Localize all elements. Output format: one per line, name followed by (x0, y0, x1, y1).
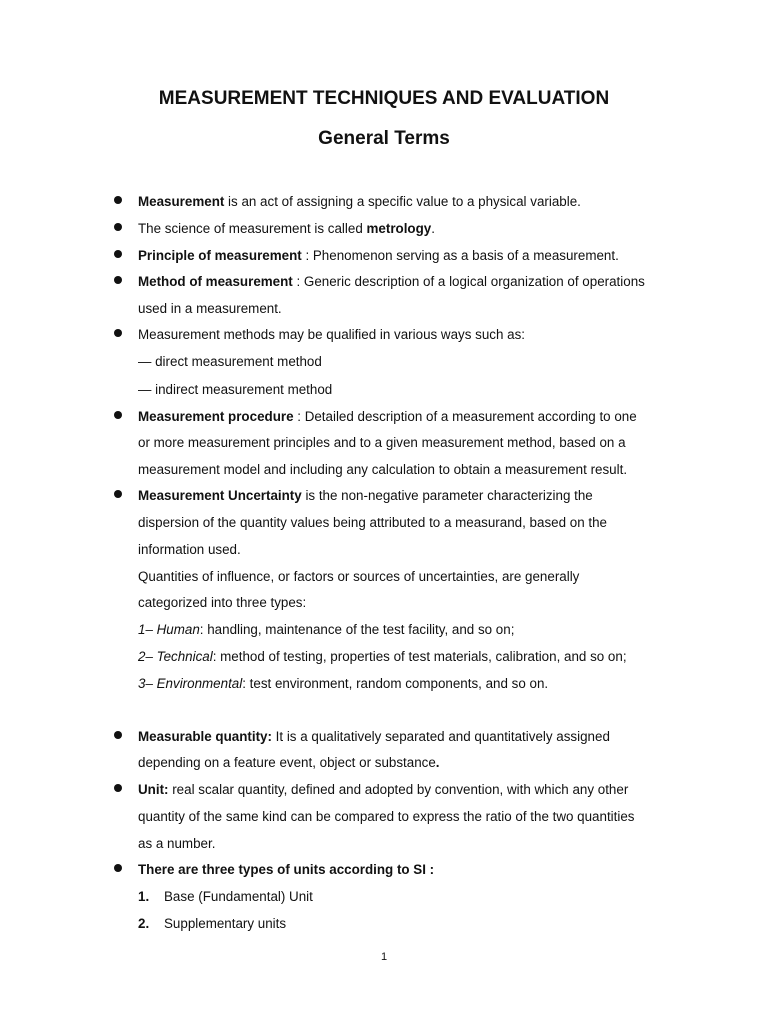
term-measurement: Measurement (138, 194, 225, 209)
punctuation: . (431, 221, 435, 236)
bullet-icon (114, 864, 122, 872)
uncertainty-type-human (138, 621, 514, 639)
bullet-icon (114, 196, 122, 204)
paragraph-line: categorized into three types: (138, 595, 307, 610)
type-label: 1– Human (138, 622, 200, 637)
numbered-item-supplementary-units: Supplementary units (164, 916, 287, 931)
bullet-icon (114, 490, 122, 498)
bullet-icon (114, 223, 122, 231)
list-item-measurable-quantity (138, 728, 610, 746)
continuation-line (138, 754, 440, 772)
page-number: 1 (380, 951, 388, 963)
sub-item-indirect: — indirect measurement method (138, 382, 333, 397)
list-item-uncertainty (138, 487, 593, 505)
list-item-principle (138, 247, 619, 265)
term-unit: Unit: (138, 782, 169, 797)
bullet-icon (114, 250, 122, 258)
continuation-line: dispersion of the quantity values being attributed to a measurand, based on the (138, 515, 607, 530)
continuation-line: used in a measurement. (138, 301, 282, 316)
continuation-line: or more measurement principles and to a given measurement method, based on a (138, 435, 626, 450)
paragraph-line: Quantities of influence, or factors or sources of uncertainties, are generally (138, 569, 580, 584)
numbered-item-base-unit: Base (Fundamental) Unit (164, 889, 313, 904)
list-item-measurement (138, 193, 581, 211)
bullet-icon (114, 411, 122, 419)
definition-text: is the non-negative parameter characterizing the (301, 488, 593, 503)
bullet-icon (114, 329, 122, 337)
definition-text: : Generic description of a logical organization of operations (292, 274, 645, 289)
type-text: : handling, maintenance of the test facility, and so on; (199, 622, 515, 637)
definition-text: It is a qualitatively separated and quantitatively assigned (271, 729, 610, 744)
term-principle: Principle of measurement (138, 248, 302, 263)
continuation-line: as a number. (138, 836, 216, 851)
sub-item-direct: — direct measurement method (138, 354, 322, 369)
list-item-methods-qualified: Measurement methods may be qualified in various ways such as: (138, 327, 526, 342)
definition-text: : Phenomenon serving as a basis of a measurement. (301, 248, 619, 263)
uncertainty-type-environmental (138, 675, 548, 693)
document-subtitle: General Terms (318, 128, 450, 149)
list-item-metrology (138, 220, 435, 238)
continuation-line: quantity of the same kind can be compared to express the ratio of the two quantities (138, 809, 635, 824)
continuation-line: measurement model and including any calculation to obtain a measurement result. (138, 462, 628, 477)
bullet-icon (114, 276, 122, 284)
term-metrology: metrology (366, 221, 432, 236)
list-item-procedure (138, 408, 637, 426)
term-uncertainty: Measurement Uncertainty (138, 488, 302, 503)
list-item-method (138, 273, 645, 291)
type-text: : method of testing, properties of test materials, calibration, and so on; (212, 649, 627, 664)
punctuation: . (435, 755, 440, 770)
document-title: MEASUREMENT TECHNIQUES AND EVALUATION (158, 88, 610, 109)
term-method: Method of measurement (138, 274, 293, 289)
list-item-unit (138, 781, 628, 799)
bullet-icon (114, 731, 122, 739)
type-label: 3– Environmental (138, 676, 243, 691)
bullet-icon (114, 784, 122, 792)
numbered-item-number: 2. (138, 916, 150, 931)
type-text: : test environment, random components, and so on. (242, 676, 549, 691)
definition-text: The science of measurement is called (138, 221, 367, 236)
numbered-item-number: 1. (138, 889, 150, 904)
uncertainty-type-technical (138, 648, 627, 666)
definition-text: is an act of assigning a specific value to a physical variable. (224, 194, 581, 209)
list-item-si-types: There are three types of units according to SI : (138, 862, 435, 877)
definition-text: : Detailed description of a measurement according to one (293, 409, 637, 424)
definition-text: depending on a feature event, object or substance (138, 755, 436, 770)
continuation-line: information used. (138, 542, 241, 557)
definition-text: real scalar quantity, defined and adopted by convention, with which any other (168, 782, 629, 797)
term-procedure: Measurement procedure (138, 409, 294, 424)
type-label: 2– Technical (138, 649, 213, 664)
term-measurable-quantity: Measurable quantity: (138, 729, 272, 744)
